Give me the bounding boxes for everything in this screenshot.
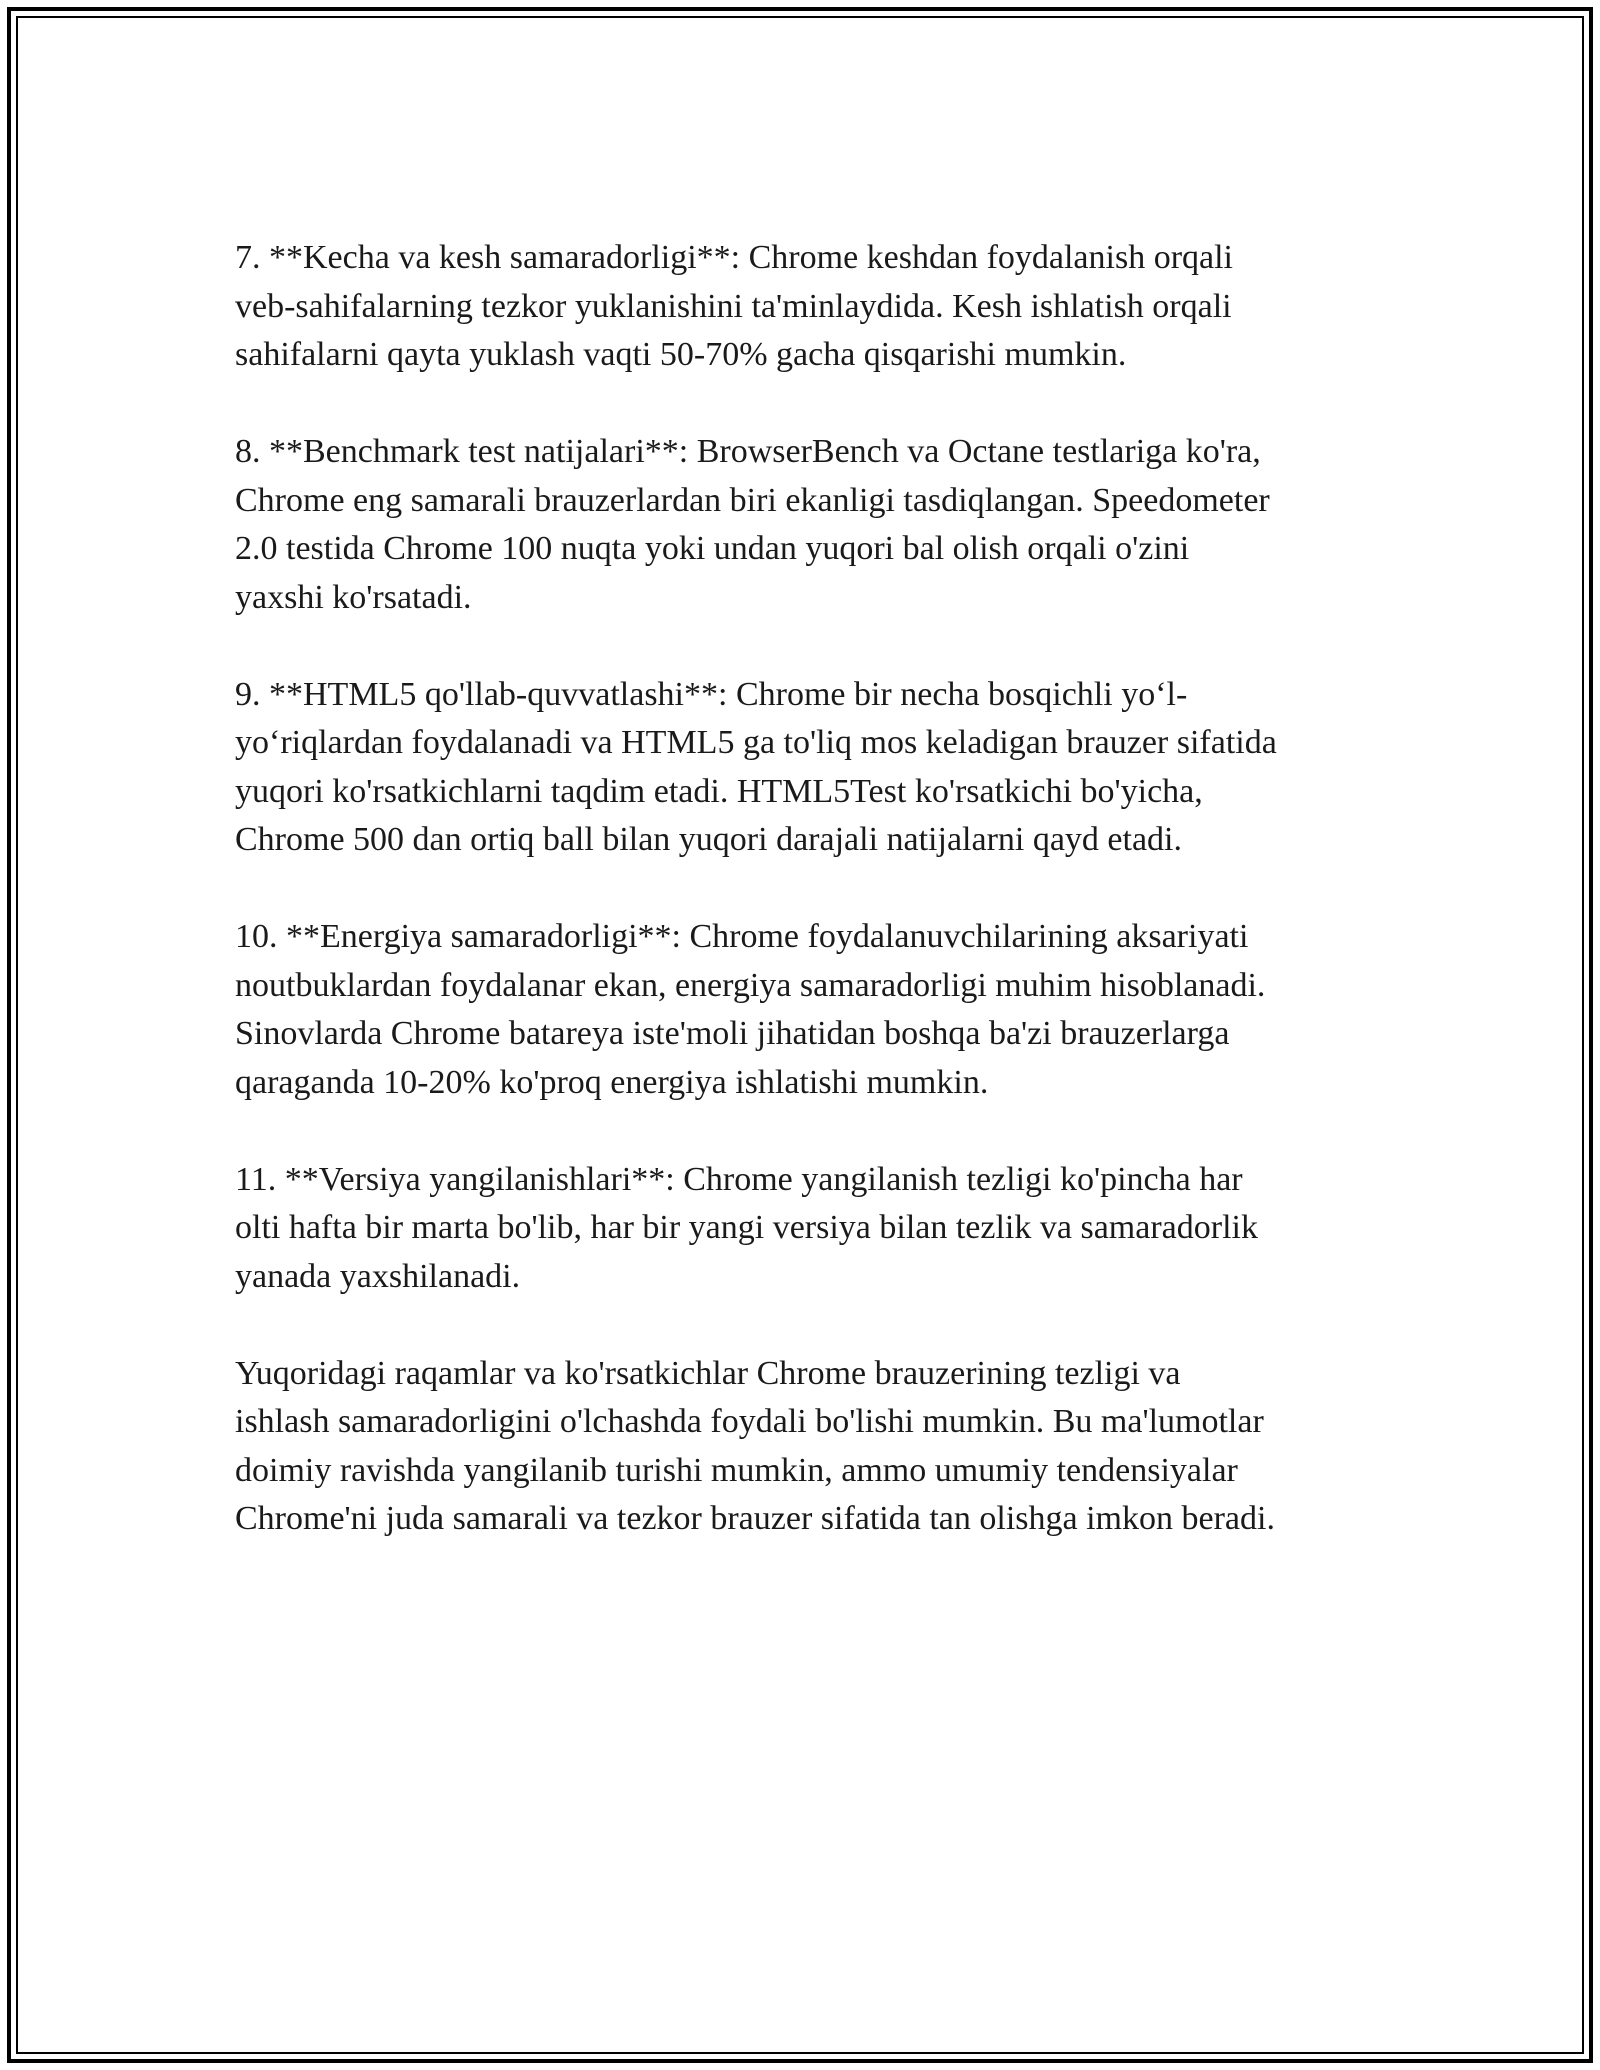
document-body (235, 234, 1375, 1544)
paragraph-conclusion: Yuqoridagi raqamlar va ko'rsatkichlar Chrome brauzerining tezligi va ishlash samaradorligini o'lchashda foydali bo'lishi mumkin. Bu ma'lumotlar doimiy ravishda yangilanib turishi mumkin, ammo umumiy tendensiyalar Chrome'ni juda samarali va tezkor brauzer sifatida tan olishga imkon beradi. (235, 1354, 1275, 1537)
paragraph-item-11-updates: 11. **Versiya yangilanishlari**: Chrome yangilanish tezligi ko'pincha har olti hafta bir marta bo'lib, har bir yangi versiya bilan tezlik va samaradorlik yanada yaxshilanadi. (235, 1160, 1258, 1295)
paragraph-item-10-energy: 10. **Energiya samaradorligi**: Chrome foydalanuvchilarining aksariyati noutbuklardan foydalanar ekan, energiya samaradorligi muhim hisoblanadi. Sinovlarda Chrome batareya iste'moli jihatidan boshqa ba'zi brauzerlarga qaraganda 10-20% ko'proq energiya ishlatishi mumkin. (235, 918, 1266, 1101)
paragraph-item-9-html5: 9. **HTML5 qo'llab-quvvatlashi**: Chrome bir necha bosqichli yo‘l- yo‘riqlardan foydalanadi va HTML5 ga to'liq mos keladigan brauzer sifatida yuqori ko'rsatkichlarni taqdim etadi. HTML5Test ko'rsatkichi bo'yicha, Chrome 500 dan ortiq ball bilan yuqori darajali natijalarni qayd etadi. (235, 675, 1277, 858)
paragraph-item-7-cache: 7. **Kecha va kesh samaradorligi**: Chrome keshdan foydalanish orqali veb-sahifalarning tezkor yuklanishini ta'minlaydida. Kesh ishlatish orqali sahifalarni qayta yuklash vaqti 50-70% gacha qisqarishi mumkin. (235, 239, 1234, 373)
paragraph-item-8-benchmark: 8. **Benchmark test natijalari**: BrowserBench va Octane testlariga ko'ra, Chrome eng samarali brauzerlardan biri ekanligi tasdiqlangan. Speedometer 2.0 testida Chrome 100 nuqta yoki undan yuqori bal olish orqali o'zini yaxshi ko'rsatadi. (235, 433, 1270, 616)
